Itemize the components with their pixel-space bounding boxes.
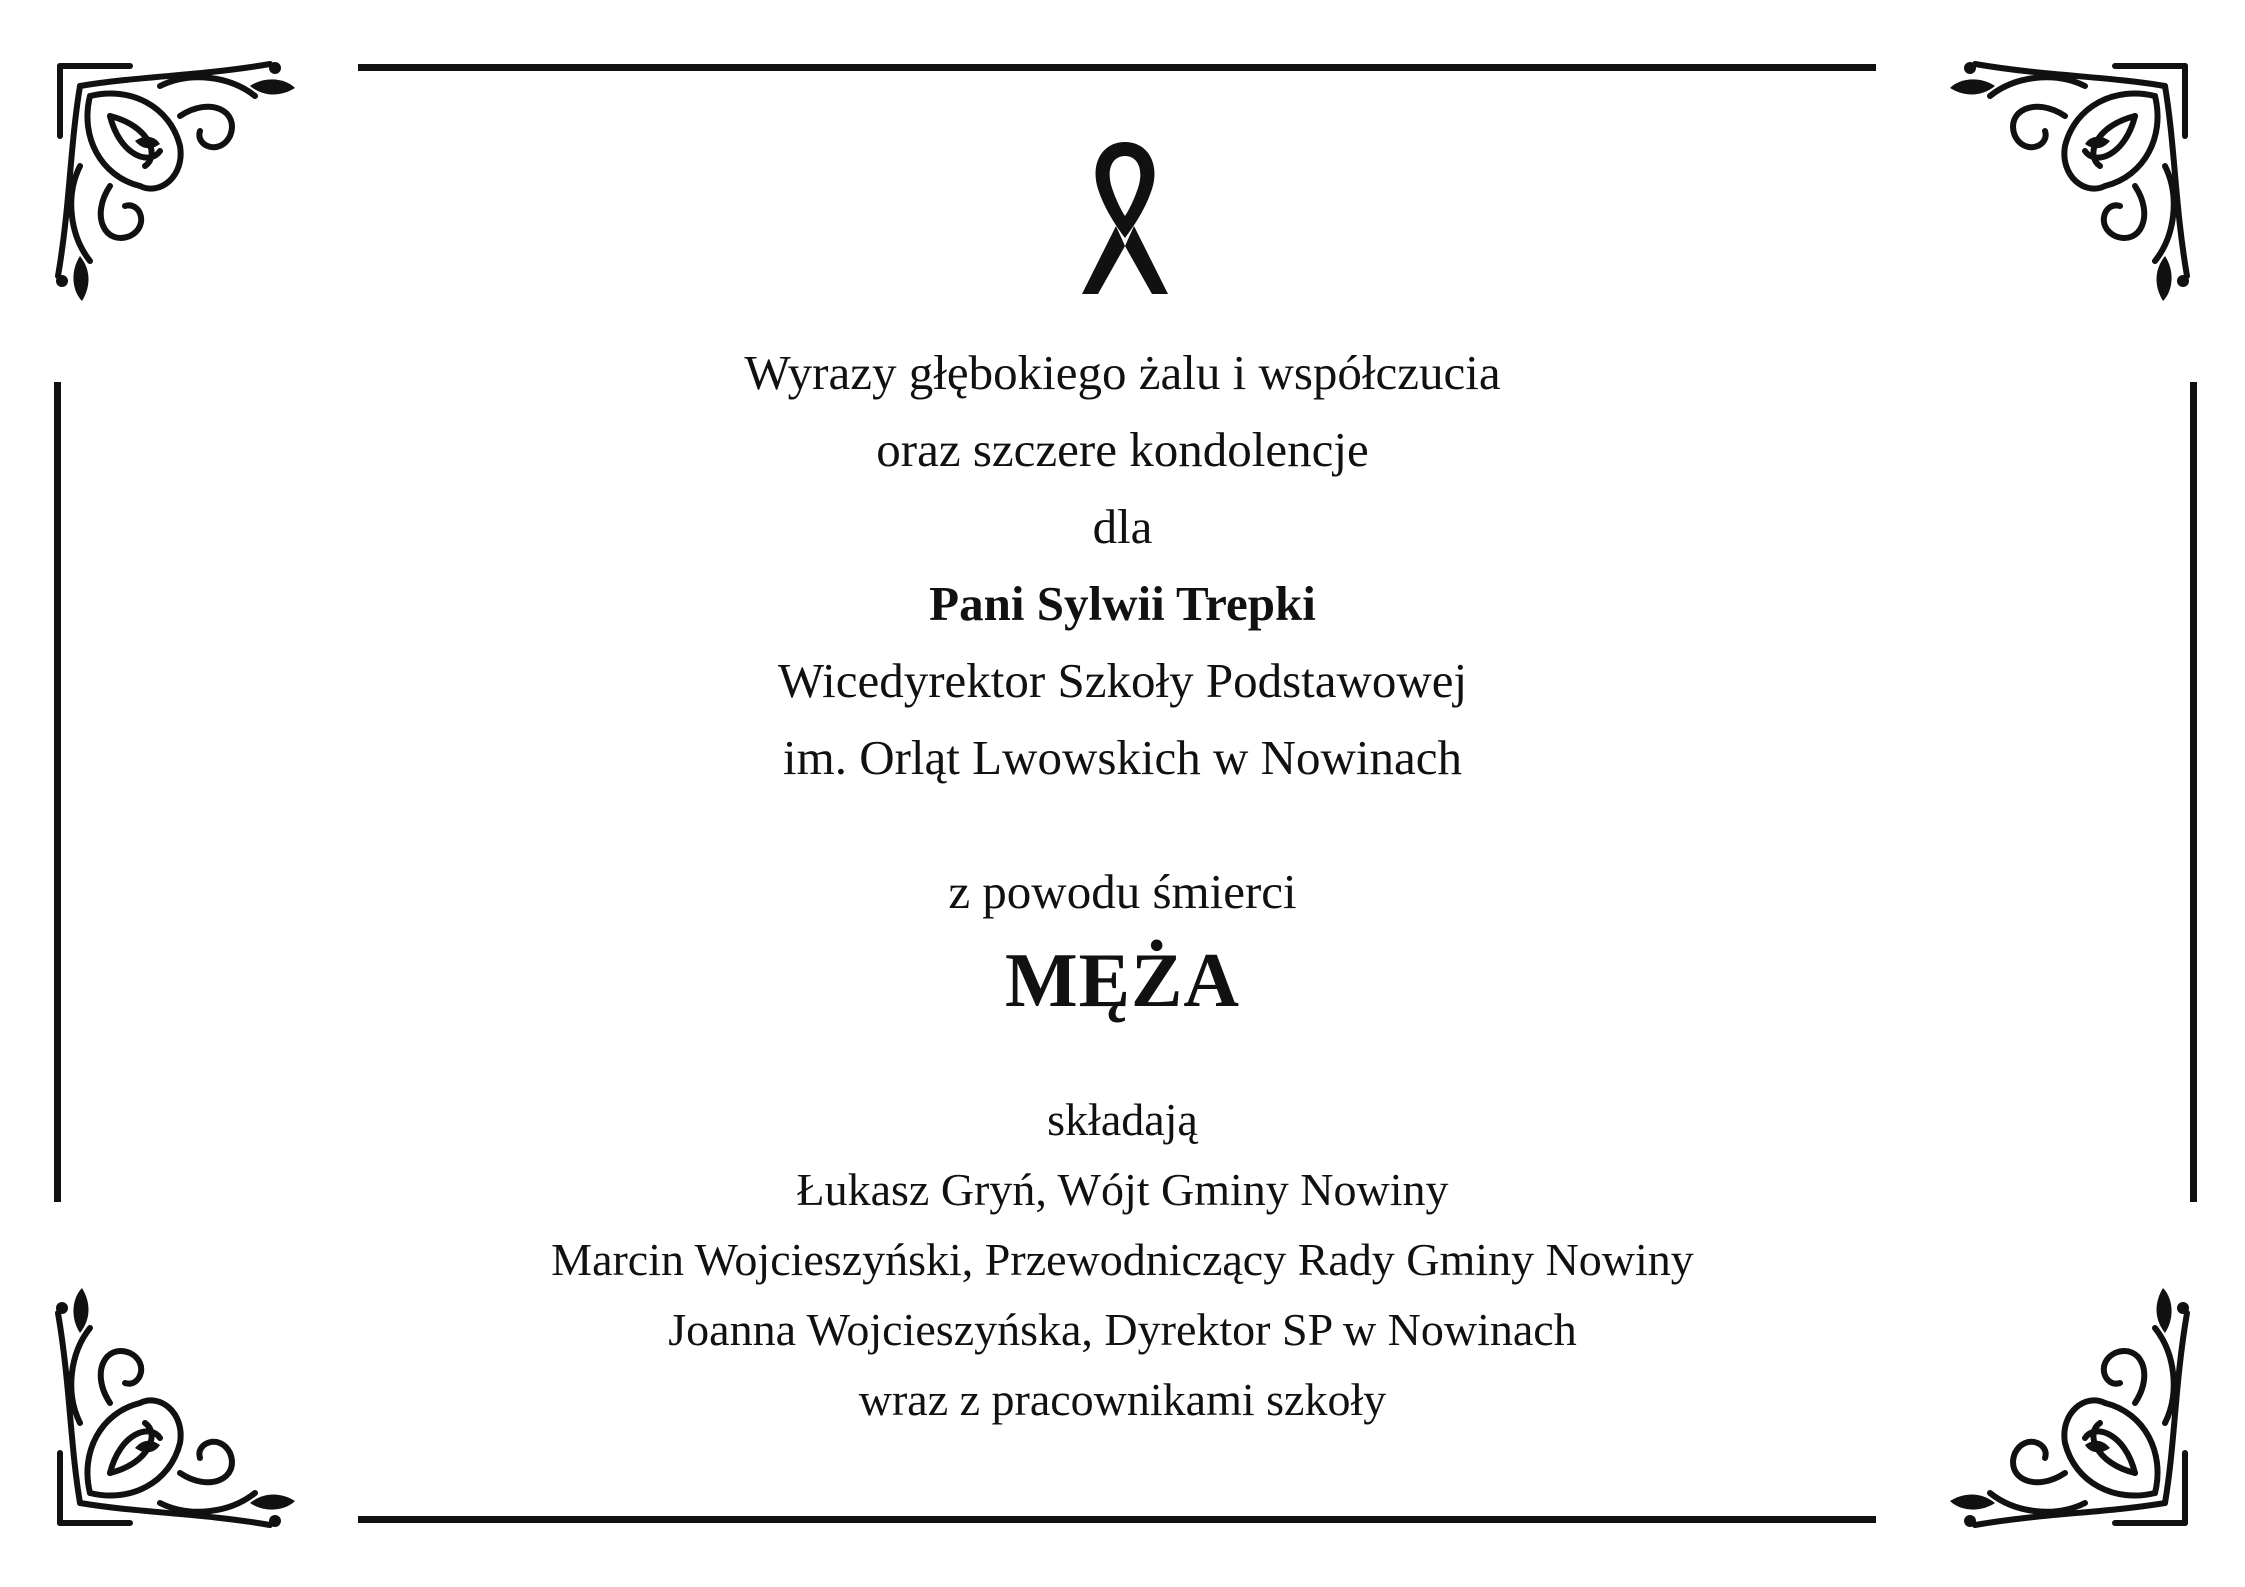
- signatory-2: Marcin Wojcieszyński, Przewodniczący Rady Gminy Nowiny: [551, 1234, 1694, 1285]
- signatories-intro: składają: [1047, 1094, 1198, 1145]
- top-border-line: [358, 64, 1876, 71]
- reason-line: z powodu śmierci: [948, 864, 1297, 919]
- condolence-line-1: Wyrazy głębokiego żalu i współczucia: [744, 345, 1501, 400]
- signatory-4: wraz z pracownikami szkoły: [858, 1374, 1387, 1425]
- deceased-relation: MĘŻA: [1005, 937, 1240, 1023]
- recipient-school: im. Orląt Lwowskich w Nowinach: [782, 730, 1463, 785]
- reason-section: [0, 853, 2245, 1030]
- recipient-name: Pani Sylwii Trepki: [929, 576, 1316, 631]
- signatory-3: Joanna Wojcieszyńska, Dyrektor SP w Nowinach: [668, 1304, 1577, 1355]
- corner-ornament-top-left-icon: [50, 56, 340, 346]
- condolence-line-2: oraz szczere kondolencje: [876, 422, 1369, 477]
- signatory-1: Łukasz Gryń, Wójt Gminy Nowiny: [796, 1164, 1449, 1215]
- recipient-title: Wicedyrektor Szkoły Podstawowej: [777, 653, 1468, 708]
- signatories-section: [0, 1085, 2245, 1435]
- corner-ornament-top-right-icon: [1905, 56, 2195, 346]
- mourning-ribbon-icon: [1072, 134, 1178, 304]
- condolence-line-3: dla: [1092, 499, 1153, 554]
- condolence-header: [0, 334, 2245, 796]
- bottom-border-line: [358, 1516, 1876, 1523]
